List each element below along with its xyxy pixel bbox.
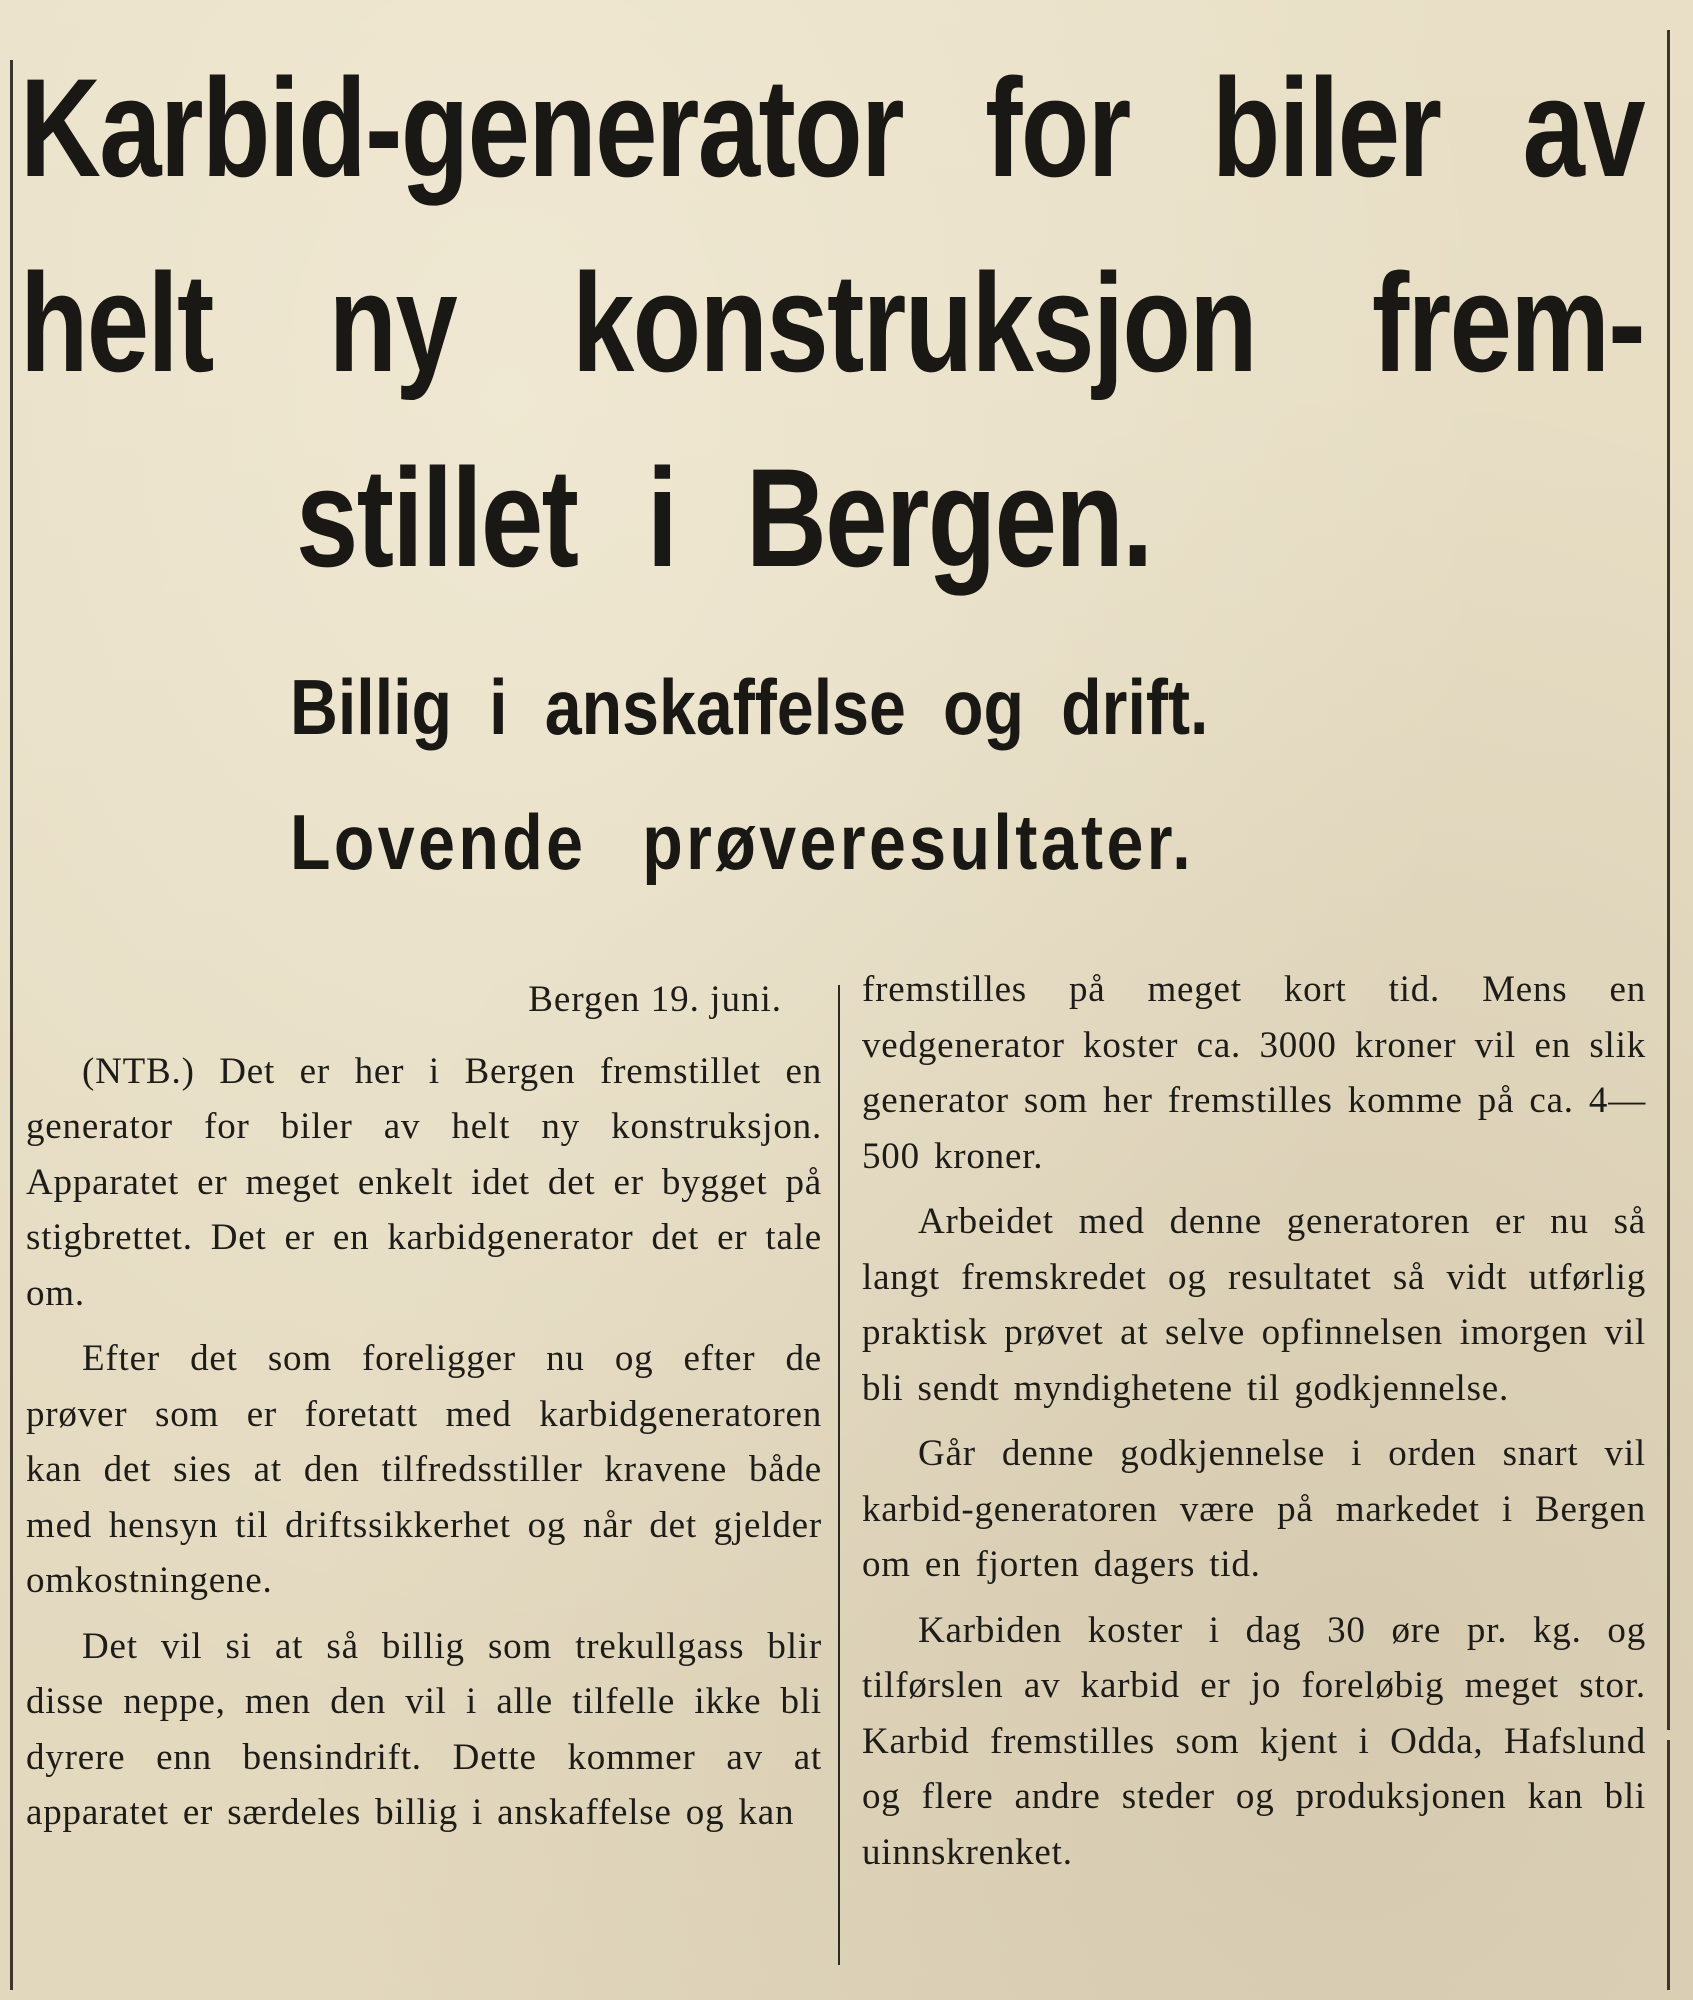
article-column-right	[862, 962, 1646, 1890]
article-paragraph: (NTB.) Det er her i Bergen fremstillet en generator for biler av helt ny konstruksjon. Apparatet er meget enkelt idet det er bygget på stigbrettet. Det er en karbidgenerator det er tale om.	[26, 1050, 822, 1314]
subheadline	[290, 640, 1208, 910]
article-paragraph: Efter det som foreligger nu og efter de prøver som er foretatt med karbidgeneratoren kan det sies at den tilfredsstiller kravene både med hensyn til driftssikkerhet og når det gjelder omkostningene.	[26, 1338, 822, 1601]
headline-line-3: stillet i Bergen.	[296, 439, 1152, 596]
article-paragraph: Arbeidet med denne generatoren er nu så langt fremskredet og resultatet så vidt utførlig praktisk prøvet at selve opfinnelsen imorgen vil bli sendt myndighetene til godkjennelse.	[862, 1201, 1646, 1409]
dateline: Bergen 19. juni.	[528, 979, 782, 1020]
headline-line-2: helt ny konstruksjon frem-	[20, 244, 1644, 401]
subheadline-line-1: Billig i anskaffelse og drift.	[290, 663, 1209, 751]
article-paragraph: Det vil si at så billig som trekullgass blir disse neppe, men den vil i alle tilfelle ikke bli dyrere enn bensindrift. Dette kommer av at apparatet er særdeles billig i anskaffelse og kan	[26, 1625, 822, 1833]
subheadline-line-2: Lovende prøveresultater.	[290, 798, 1195, 886]
article-column-left	[26, 972, 822, 1851]
article-paragraph: Karbiden koster i dag 30 øre pr. kg. og tilførslen av karbid er jo foreløbig meget stor. Karbid fremstilles som kjent i Odda, Hafslund og flere andre steder og produksjonen kan bli uinnskrenket.	[862, 1609, 1646, 1873]
left-column-rule	[10, 60, 13, 1990]
headline	[20, 30, 1644, 615]
right-column-rule-lower	[1667, 1740, 1670, 1990]
column-divider	[838, 985, 840, 1965]
article-paragraph: fremstilles på meget kort tid. Mens en vedgenerator koster ca. 3000 kroner vil en slik generator som her fremstilles komme på ca. 4—500 kroner.	[862, 969, 1646, 1177]
article-paragraph: Går denne godkjennelse i orden snart vil karbid-generatoren være på markedet i Bergen om en fjorten dagers tid.	[862, 1433, 1646, 1585]
right-column-rule	[1667, 30, 1670, 1730]
headline-line-1: Karbid-generator for biler av	[20, 49, 1644, 206]
